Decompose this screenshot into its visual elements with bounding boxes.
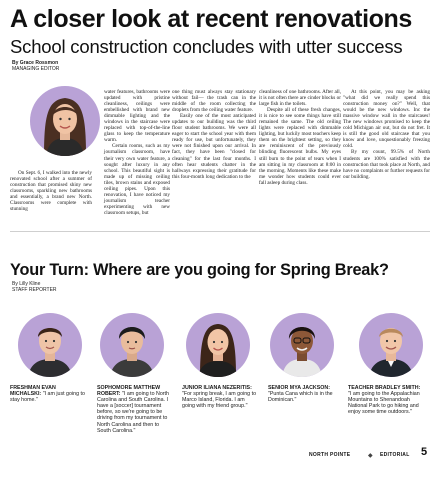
article-column-3 [172,89,256,180]
page-subheadline: School construction concludes with utter success [10,36,403,57]
quote-caption [348,385,424,415]
byline-name: By Lilly Kline [12,281,41,287]
quote-caption [10,385,86,403]
quote-caption [182,385,258,409]
quote-caption [268,385,344,403]
section-divider [10,231,430,232]
student-portrait-icon [100,313,164,377]
byline-name: By Grace Rossmon [12,60,59,66]
article-column-1: On Sept. 6, I walked into the newly renovated school after a summer of construction that promised shiny new classrooms, sparkling new bathrooms and essentially, a brand new North. Classrooms were complete with stunning [10,170,92,213]
student-avatar [270,313,334,377]
teacher-avatar [359,313,423,377]
speaker-name: SOPHOMORE MATTHEW ROBERT: [97,385,161,398]
page-headline: A closer look at recent renovations [10,5,412,33]
teacher-portrait-icon [359,313,423,377]
quote-caption [97,385,173,434]
article-paragraph: water features, bathrooms were updated with pristine cleanliness, ceilings were embellished with brand new dimmable lighting and the windows in the staircase were replaced with top-of-the-line glass to keep the temperature warm. [104,89,170,144]
speaker-quote: "For spring break, I am going to Marco Island, Florida. I am going with my friend group." [182,391,257,410]
article-paragraph: At this point, you may be asking "what did we really spend this construction money on?" Well, that would be the new windows. Inc the massive window wall in the staircases! The new windows promised to keep the cold Michigan air out, but do not fret. It is still the good old staircase that you know and love, unquestionably freezing cold. [343,89,430,150]
story-byline [12,60,59,72]
article-paragraph: cleanliness of one bathrooms. After all, it is not often there are cinder blocks or large fish in the toilets. [259,89,341,108]
byline-role: MANAGING EDITOR [12,66,60,72]
student-avatar [18,313,82,377]
speaker-quote: "I am going to North Carolina and South Carolina. I have a [soccer] tournament before, so we're going to be driving from my tournament to North Carolina and then to South Carolina." [97,391,169,434]
speaker-name: FRESHMAN EVAN MICHALSKI: [10,385,56,398]
article-paragraph: Easily one of the most anticipated updates to our building was the third floor student bathrooms. We were all eager to start the school year with them ready for use, but unfortunately, they were not finished upon our arrival. In fact, they have been "closed for cleaning" for the last four months. I often hear students chatter in the hallways expressing their gratitude for this four-month long dedication to the [172,113,256,180]
article-paragraph: By my count, 99.5% of North students are 100% satisfied with the construction that took place at North, and have no complaints or further requests for our building. [343,149,431,180]
speaker-name: JUNIOR ILIANA NEZERITIS: [182,385,252,391]
article-paragraph: Despite all of these fresh changes, it is nice to see some things have still remained the same. The old ceiling lights were replaced with dimmable lighting, but luckily most teachers keep them on the brightest setting, so they are reminiscent of the previously blinding fluorescent bulbs. My eyes still burn to the point of tears when I am sitting in my classroom at 8:00 in the morning. Moments like these make me wonder how students could ever fall asleep during class. [259,107,341,186]
footer-school-name: NORTH POINTE [309,452,351,458]
footer-divider-icon: ◆ [368,453,373,459]
student-portrait-icon [18,313,82,377]
speaker-quote: "I am going to the Appalachian Mountains to Shenandoah National Park to go hiking and enjoy some time outdoors." [348,391,420,416]
footer-section-name: EDITORIAL [380,452,410,458]
student-portrait-icon [186,313,250,377]
speaker-name: TEACHER BRADLEY SMITH: [348,385,421,391]
feature-headline: Your Turn: Where are you going for Spring Break? [10,261,389,279]
student-avatar [186,313,250,377]
author-portrait [30,86,100,156]
feature-byline [12,281,57,293]
page-number: 5 [421,446,428,458]
student-portrait-icon [30,86,100,156]
article-column-4 [259,89,341,186]
article-column-5 [343,89,430,180]
student-portrait-icon [270,313,334,377]
article-paragraph: one thing must always stay stationary without fail— the trash can in the middle of the room collecting the droplets from the ceiling water feature. [172,89,256,114]
speaker-quote: "Punta Cana which is in the Dominican." [268,391,333,404]
student-avatar [100,313,164,377]
article-paragraph: Certain rooms, such as my journalism classroom, have their very own water feature, a sought after luxury in any school. This beautiful sight is made up of missing ceiling tiles, brown stains and exposed ceiling pipes. Upon this renovation, I have noticed my journalism teacher experimenting with new classroom setups, but [104,143,170,216]
byline-role: STAFF REPORTER [12,287,57,293]
speaker-name: SENIOR MYA JACKSON: [268,385,331,391]
speaker-quote: "I am just going to stay home." [10,391,85,404]
article-column-2 [104,89,170,216]
